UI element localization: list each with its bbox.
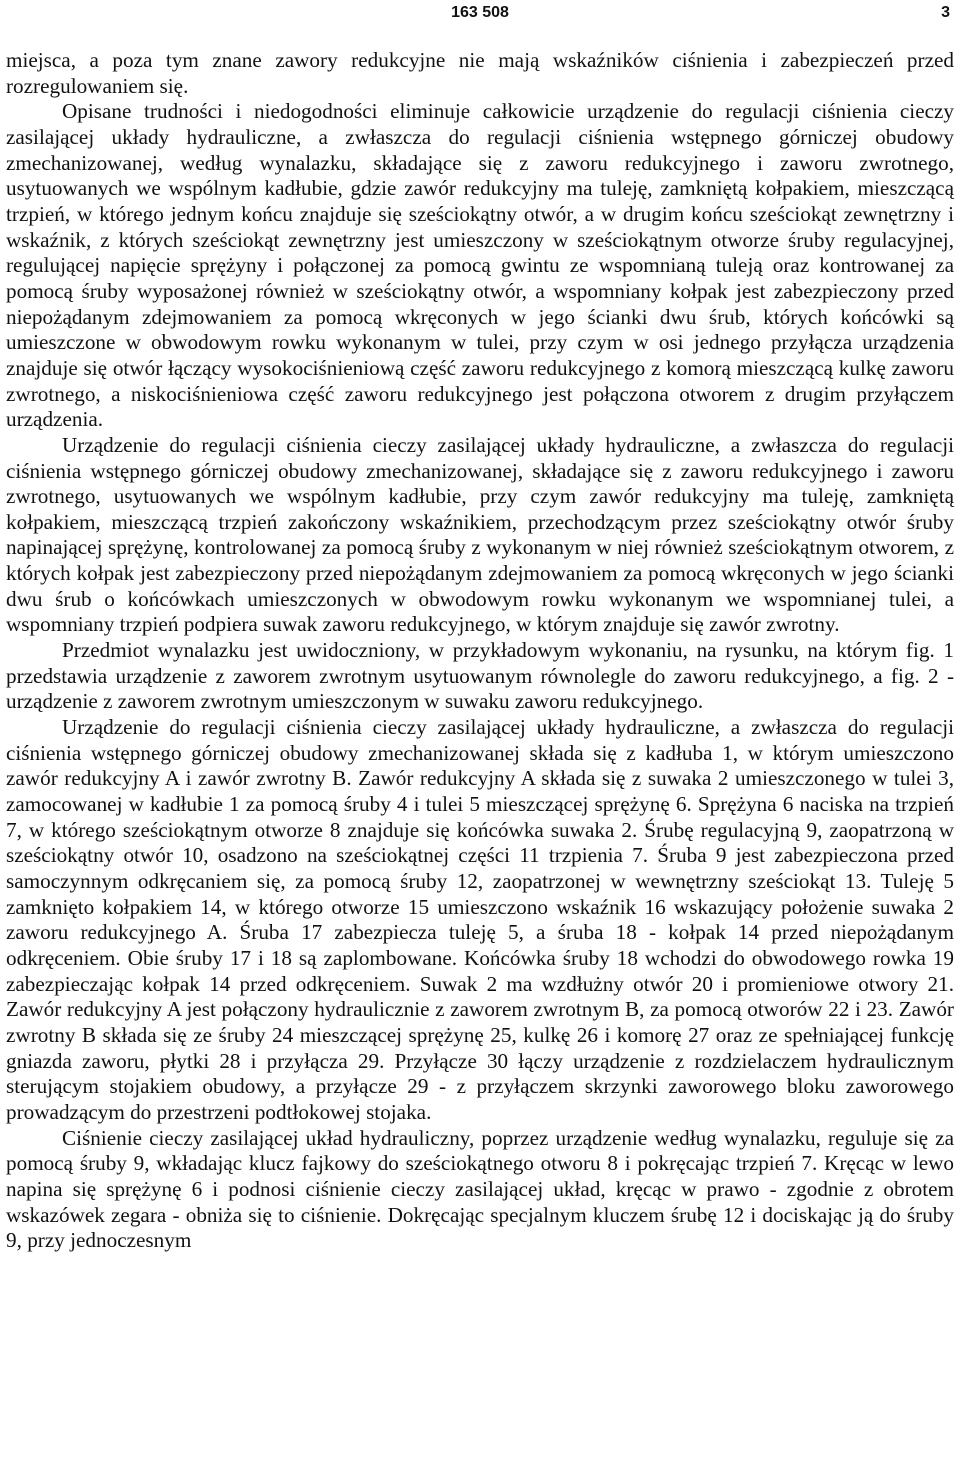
paragraph-summary: Opisane trudności i niedogodności eliminuje całkowicie urządzenie do regulacji ciśnienia cieczy zasilającej układy hydrauliczne, a zwłaszcza do regulacji ciśnienia wstępnego górniczej obudowy zmechanizowanej, według wynalazku, składające się z zaworu redukcyjnego i zaworu zwrotnego, usytuowanych we wspólnym kadłubie, gdzie zawór redukcyjny ma tuleję, zamkniętą kołpakiem, mieszczącą trzpień, w którego jednym końcu znajduje się sześciokątny otwór, a w drugim końcu sześciokąt zewnętrzny i wskaźnik, z których sześciokąt zewnętrzny jest umieszczony w sześciokątnym otworze śruby regulacyjnej, regulującej napięcie sprężyny i połączonej za pomocą gwintu ze wspomnianą tuleją oraz kontrowanej za pomocą śruby wyposażonej również w sześciokątny otwór, a wspomniany kołpak jest zabezpieczony przed niepożądanym zdejmowaniem za pomocą wkręconych w jego ścianki dwu śrub, których końcówki są umieszczone w obwodowym rowku wykonanym w tulei, przy czym w osi jednego przyłącza urządzenia znajduje się otwór łączący wysokociśnieniową część zaworu redukcyjnego z komorą mieszczącą kulkę zaworu zwrotnego, a niskociśnieniowa część zaworu redukcyjnego jest połączona otworem z drugim przyłączem urządzenia. — [6, 99, 954, 432]
page-header — [6, 0, 954, 34]
page-number: 3 — [941, 4, 950, 21]
paragraph-construction: Urządzenie do regulacji ciśnienia cieczy zasilającej układy hydrauliczne, a zwłaszcza do regulacji ciśnienia wstępnego górniczej obudowy zmechanizowanej składa się z kadłuba 1, w którym umieszczono zawór redukcyjny A i zawór zwrotny B. Zawór redukcyjny A składa się z suwaka 2 umieszczonego w tulei 3, zamocowanej w kadłubie 1 za pomocą śruby 4 i tulei 5 mieszczącej sprężynę 6. Sprężyna 6 naciska na trzpień 7, w którego sześciokątnym otworze 8 znajduje się końcówka suwaka 2. Śrubę regulacyjną 9, zaopatrzoną w sześciokątny otwór 10, osadzono na sześciokątnej części 11 trzpienia 7. Śruba 9 jest zabezpieczona przed samoczynnym odkręcaniem się, za pomocą śruby 12, zaopatrzonej w wewnętrzny sześciokąt 13. Tuleję 5 zamknięto kołpakiem 14, w którego otworze 15 umieszczono wskaźnik 16 wskazujący położenie suwaka 2 zaworu redukcyjnego A. Śruba 17 zabezpiecza tuleję 5, a śruba 18 - kołpak 14 przed niepożądanym odkręceniem. Obie śruby 17 i 18 są zaplombowane. Końcówka śruby 18 wchodzi do obwodowego rowka 19 zabezpieczając kołpak 14 przed odkręceniem. Suwak 2 ma wzdłużny otwór 20 i promieniowe otwory 21. Zawór redukcyjny A jest połączony hydraulicznie z zaworem zwrotnym B, za pomocą otworów 22 i 23. Zawór zwrotny B składa się ze śruby 24 mieszczącej sprężynę 25, kulkę 26 i komorę 27 oraz ze spełniającej funkcję gniazda zaworu, płytki 28 i przyłącza 29. Przyłącze 30 łączy urządzenie z rozdzielaczem hydraulicznym sterującym stojakiem obudowy, a przyłącze 29 - z przyłączem skrzynki zaworowego bloku zaworowego prowadzącym do przestrzeni podtłokowej stojaka. — [6, 715, 954, 1124]
body-text — [6, 48, 954, 1254]
paragraph-claim-device: Urządzenie do regulacji ciśnienia cieczy zasilającej układy hydrauliczne, a zwłaszcza do regulacji ciśnienia wstępnego górniczej obudowy zmechanizowanej, składające się z zaworu redukcyjnego i zaworu zwrotnego, usytuowanych we wspólnym kadłubie, przy czym zawór redukcyjny ma tuleję, zamkniętą kołpakiem, mieszczącą trzpień zakończony wskaźnikiem, przechodzącym przez sześciokątny otwór śruby napinającej sprężynę, kontrolowanej za pomocą śruby z wykonanym w niej również sześciokątnym otworem, z których kołpak jest zabezpieczony przed niepożądanym zdejmowaniem za pomocą wkręconych w jego ścianki dwu śrub o końcówkach umieszczonych w obwodowym rowku wykonanym we wspomnianej tulei, a wspomniany trzpień podpiera suwak zaworu redukcyjnego, w którym znajduje się zawór zwrotny. — [6, 432, 954, 637]
paragraph-figures: Przedmiot wynalazku jest uwidoczniony, w przykładowym wykonaniu, na rysunku, na którym fig. 1 przedstawia urządzenie z zaworem zwrotnym usytuowanym równolegle do zaworu redukcyjnego, a fig. 2 - urządzenie z zaworem zwrotnym umieszczonym w suwaku zaworu redukcyjnego. — [6, 638, 954, 714]
patent-number: 163 508 — [451, 4, 509, 21]
paragraph-operation: Ciśnienie cieczy zasilającej układ hydrauliczny, poprzez urządzenie według wynalazku, reguluje się za pomocą śruby 9, wkładając klucz fajkowy do sześciokątnego otworu 8 i pokręcając trzpień 7. Kręcąc w lewo napina się sprężynę 6 i podnosi ciśnienie cieczy zasilającej układ, kręcąc w prawo - zgodnie z obrotem wskazówek zegara - obniża się to ciśnienie. Dokręcając specjalnym kluczem śrubę 12 i dociskając ją do śruby 9, przy jednoczesnym — [6, 1125, 954, 1253]
paragraph-continued: miejsca, a poza tym znane zawory redukcyjne nie mają wskaźników ciśnienia i zabezpieczeń przed rozregulowaniem się. — [6, 48, 954, 98]
